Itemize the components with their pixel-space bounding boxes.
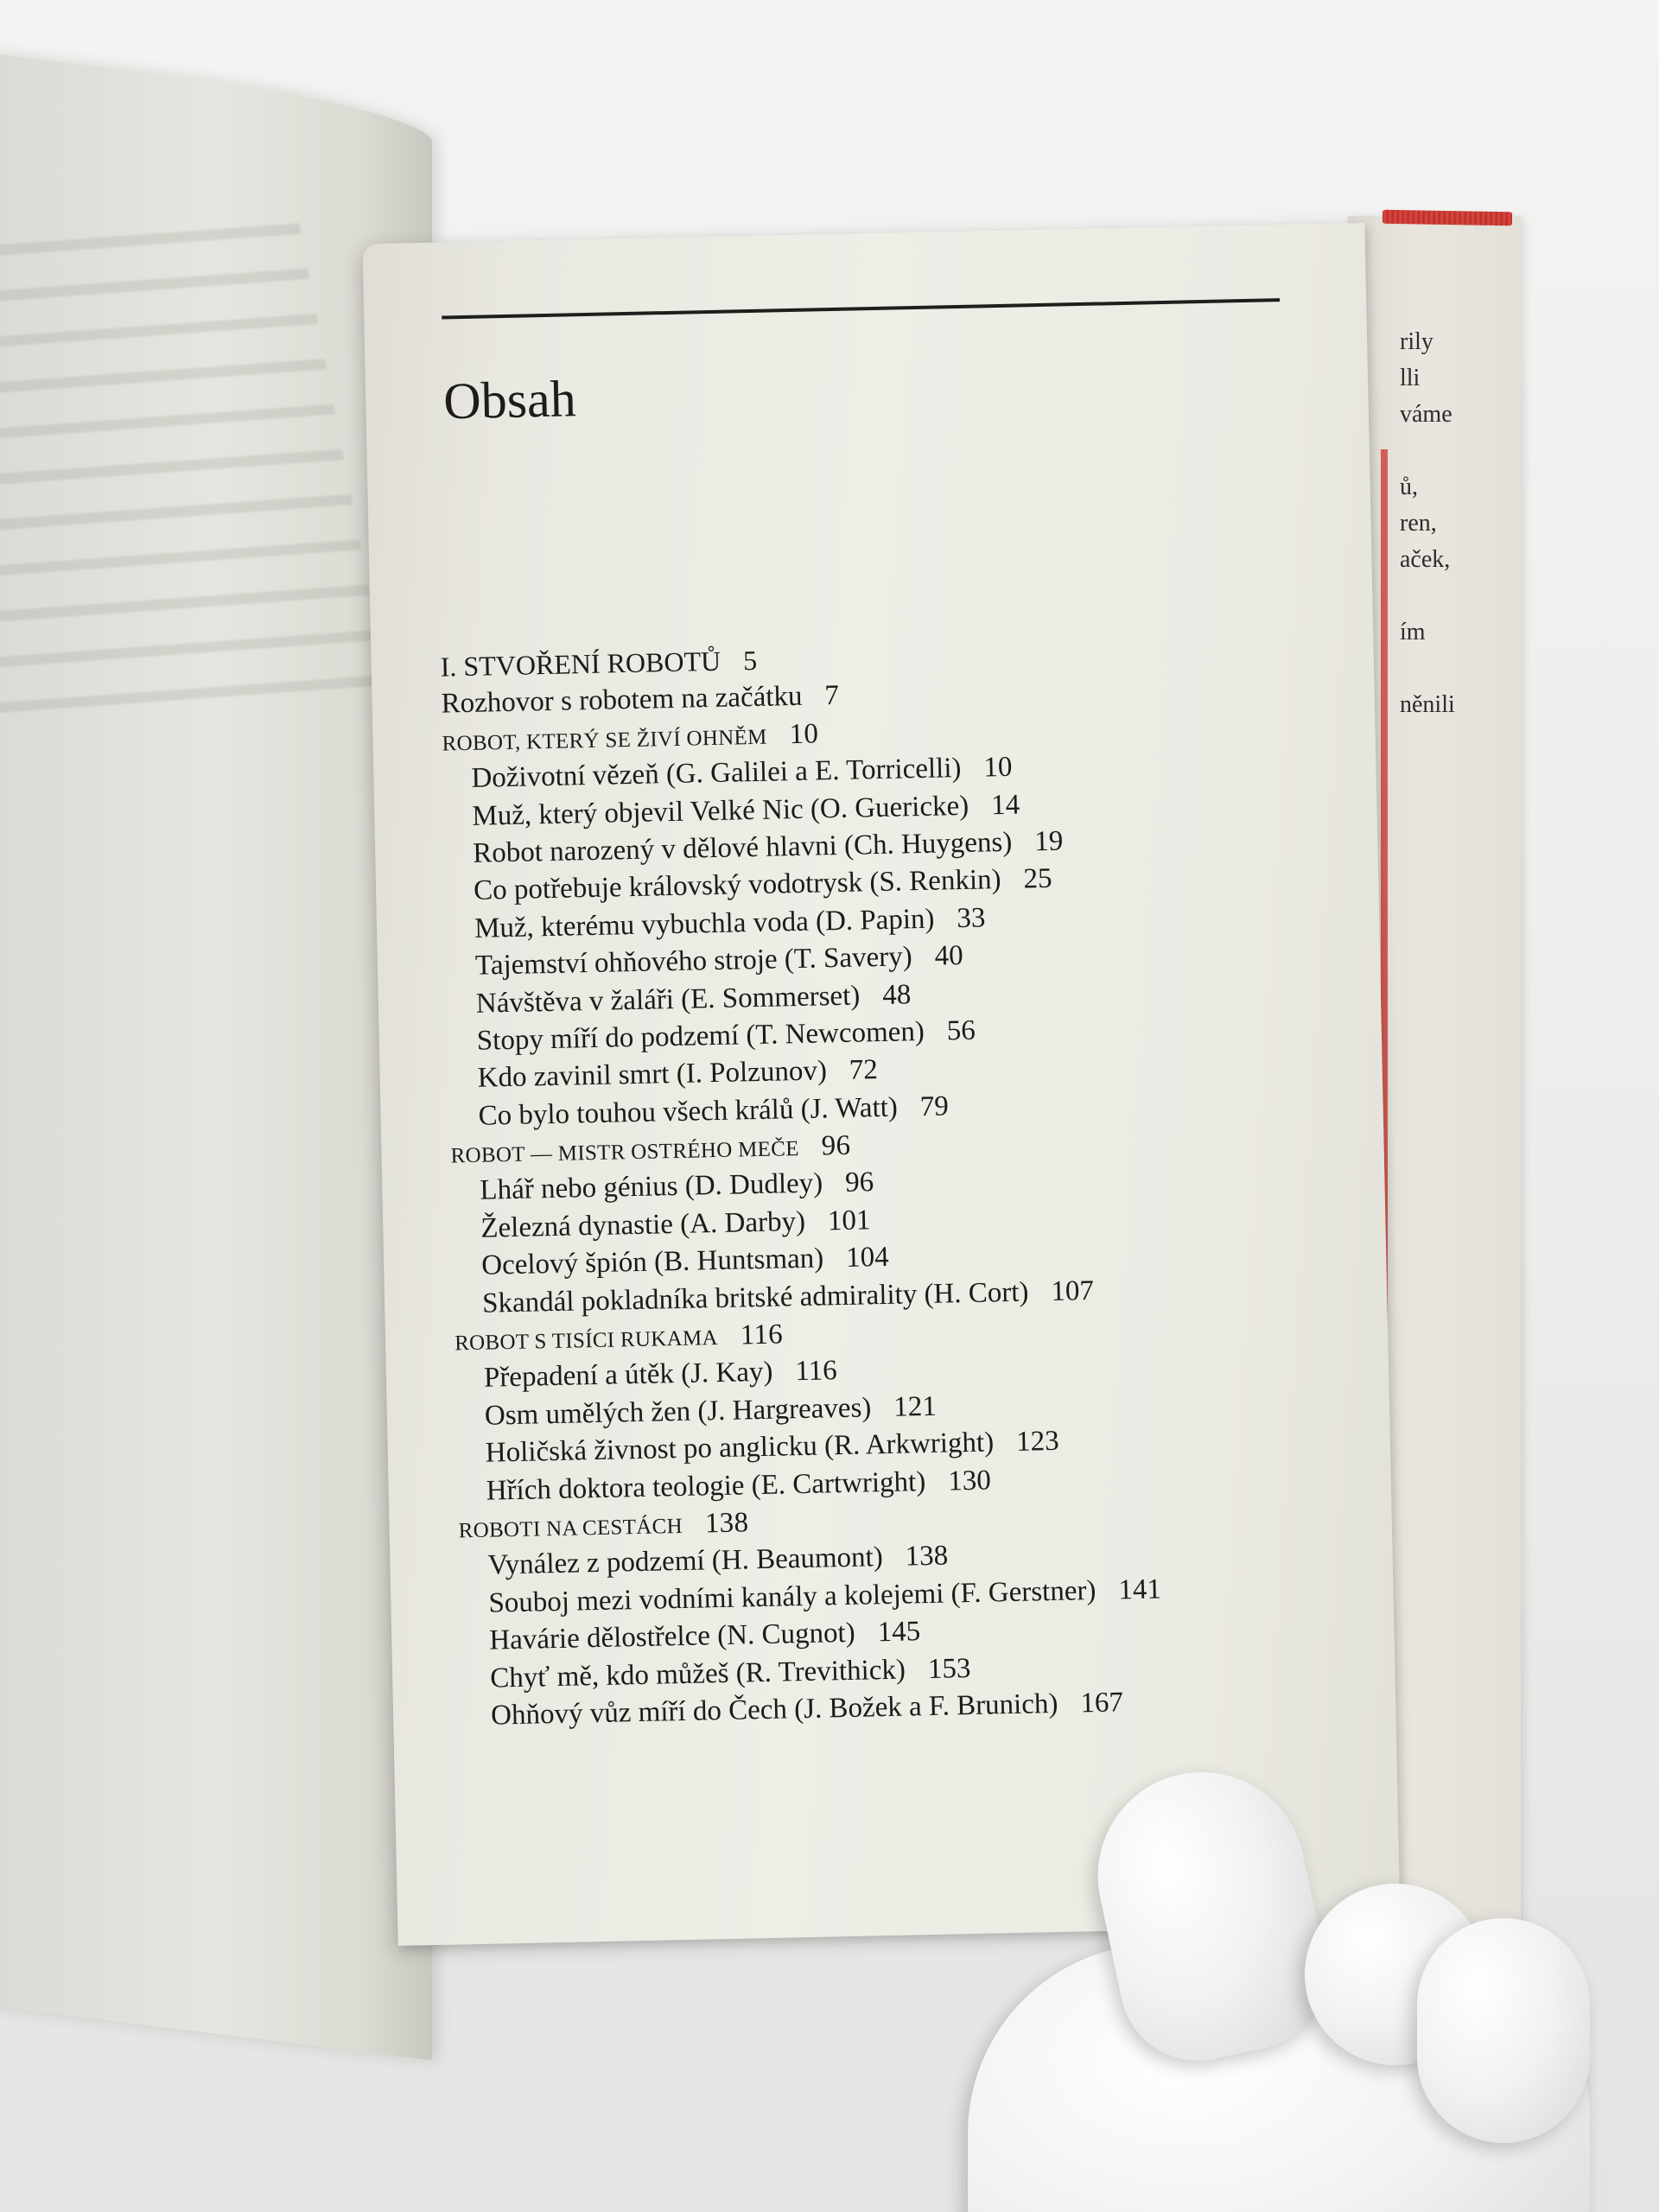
toc-title: I. STVOŘENÍ ROBOTŮ: [440, 645, 721, 683]
toc-title: Skandál pokladníka britské admirality (H. Cort): [481, 1276, 1029, 1319]
toc-title: Robot narozený v dělové hlavni (Ch. Huygens): [472, 826, 1013, 869]
toc-title: Osm umělých žen (J. Hargreaves): [484, 1392, 872, 1432]
toc-title: Chyť mě, kdo můžeš (R. Trevithick): [489, 1654, 906, 1694]
toc-page-number: 19: [1033, 825, 1064, 858]
toc-page-number: 96: [821, 1129, 851, 1162]
toc-page-number: 123: [1015, 1425, 1059, 1459]
toc-page-number: 40: [934, 940, 963, 972]
toc-page-number: 33: [957, 902, 986, 934]
toc-title: Přepadení a útěk (J. Kay): [483, 1357, 773, 1395]
toc-title: Muž, který objevil Velké Nic (O. Guericke): [472, 790, 969, 832]
toc-page-number: 121: [893, 1390, 938, 1423]
back-fragment: váme: [1400, 401, 1452, 428]
contents-page: [362, 223, 1400, 1946]
toc-title: Rozhovor s robotem na začátku: [441, 681, 803, 720]
page-title: Obsah: [442, 370, 577, 430]
toc-page-number: 14: [990, 789, 1020, 821]
toc-page-number: 141: [1117, 1573, 1162, 1606]
toc-page-number: 56: [946, 1014, 976, 1047]
toc-title: Lhář nebo génius (D. Dudley): [480, 1167, 823, 1207]
toc-title: Ocelový špión (B. Huntsman): [480, 1243, 824, 1281]
toc-title: Co potřebuje královský vodotrysk (S. Renkin): [473, 864, 1001, 907]
toc-title: Vynález z podzemí (H. Beaumont): [487, 1541, 884, 1582]
back-fragment: ím: [1400, 619, 1426, 645]
back-fragment: aček,: [1400, 546, 1451, 573]
white-glove-hand: [968, 1719, 1590, 2212]
toc-title: Kdo zavinil smrt (I. Polzunov): [477, 1055, 828, 1095]
toc-page-number: 153: [927, 1652, 971, 1685]
back-fragment: lli: [1400, 365, 1421, 391]
show-through-text: [0, 204, 388, 718]
table-of-contents: [371, 629, 1395, 1737]
toc-page-number: 116: [795, 1355, 838, 1388]
toc-page-number: 7: [824, 680, 840, 712]
back-fragment: rily: [1400, 328, 1433, 355]
toc-page-number: 10: [983, 751, 1013, 784]
red-book-edge: [1382, 210, 1512, 226]
back-fragment: ů,: [1400, 474, 1418, 500]
toc-title: Stopy míří do podzemí (T. Newcomen): [476, 1015, 925, 1057]
toc-title: Ohňový vůz míří do Čech (J. Božek a F. Brunich): [490, 1688, 1058, 1732]
toc-title: Hřích doktora teologie (E. Cartwright): [486, 1465, 926, 1507]
toc-title: Co bylo touhou všech králů (J. Watt): [478, 1091, 899, 1132]
toc-page-number: 107: [1051, 1274, 1095, 1307]
toc-title: ROBOTI NA CESTÁCH: [458, 1514, 683, 1543]
toc-page-number: 72: [849, 1054, 879, 1087]
toc-title: Muž, kterému vybuchla voda (D. Papin): [474, 903, 935, 944]
back-fragment: něnili: [1400, 691, 1455, 718]
toc-page-number: 145: [877, 1616, 921, 1649]
toc-page-number: 138: [905, 1540, 949, 1573]
toc-title: ROBOT, KTERÝ SE ŽIVÍ OHNĚM: [442, 725, 767, 756]
toc-title: Doživotní vězeň (G. Galilei a E. Torricelli): [471, 753, 962, 795]
toc-title: Holičská živnost po anglicku (R. Arkwright): [485, 1427, 995, 1469]
toc-page-number: 116: [740, 1319, 784, 1351]
toc-page-number: 167: [1080, 1687, 1124, 1719]
toc-title: Souboj mezi vodními kanály a kolejemi (F. Gerstner): [488, 1574, 1096, 1619]
toc-title: ROBOT — MISTR OSTRÉHO MEČE: [450, 1137, 800, 1168]
toc-page-number: 104: [845, 1242, 890, 1274]
toc-title: Návštěva v žaláři (E. Sommerset): [475, 980, 861, 1020]
toc-title: ROBOT S TISÍCI RUKAMA: [454, 1326, 719, 1356]
back-fragment: ren,: [1400, 510, 1437, 537]
glove-finger: [1417, 1918, 1590, 2143]
toc-page-number: 96: [844, 1166, 874, 1199]
toc-page-number: 138: [704, 1507, 749, 1540]
toc-page-number: 5: [742, 644, 758, 677]
toc-page-number: 10: [789, 718, 819, 750]
toc-page-number: 48: [881, 978, 912, 1011]
toc-page-number: 25: [1023, 863, 1052, 895]
header-rule: [442, 298, 1280, 319]
toc-page-number: 79: [919, 1090, 950, 1122]
toc-title: Železná dynastie (A. Darby): [480, 1205, 806, 1244]
toc-page-number: 130: [947, 1465, 992, 1497]
toc-title: Havárie dělostřelce (N. Cugnot): [489, 1617, 856, 1656]
toc-page-number: 101: [827, 1205, 871, 1237]
toc-title: Tajemství ohňového stroje (T. Savery): [474, 941, 912, 982]
